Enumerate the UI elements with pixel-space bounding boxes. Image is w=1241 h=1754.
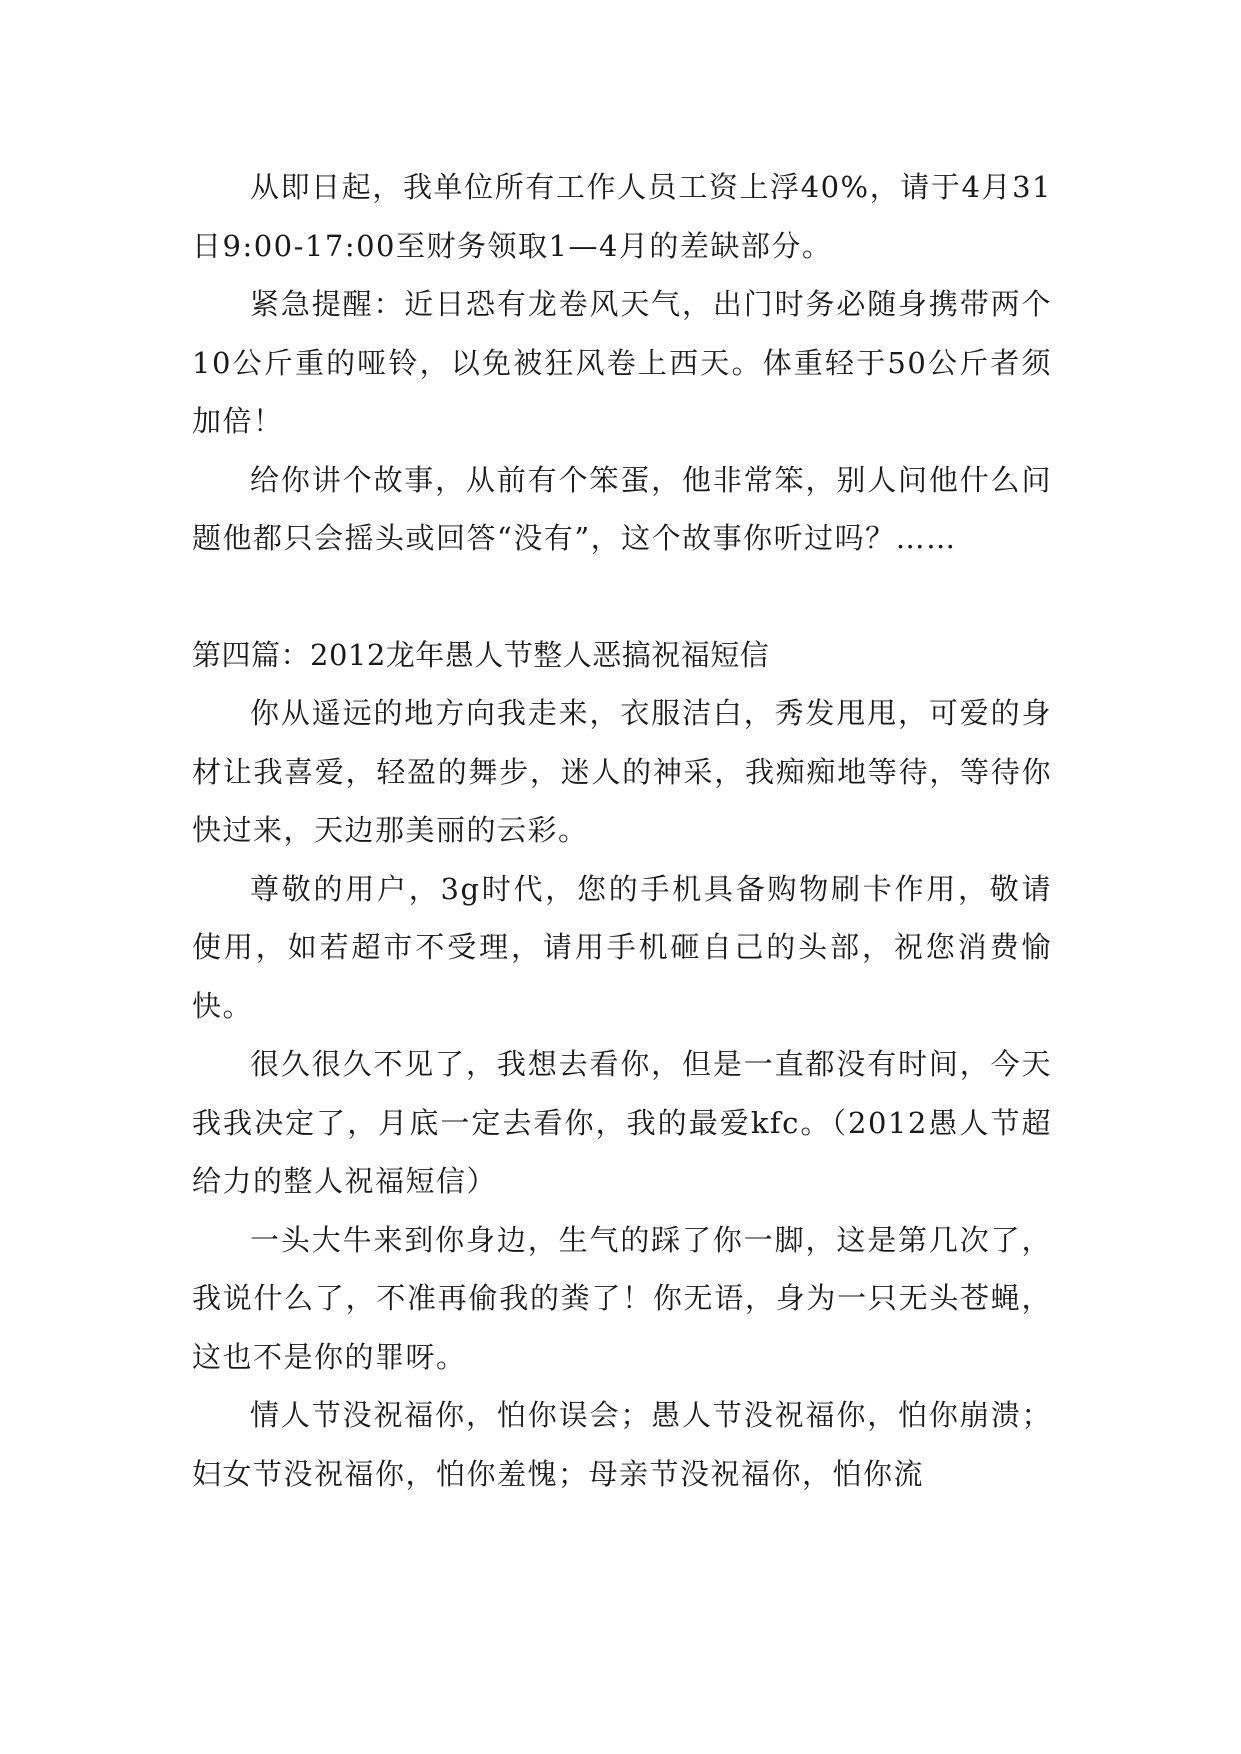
- paragraph-cow: 一头大牛来到你身边，生气的踩了你一脚，这是第几次了，我说什么了，不准再偷我的粪了！你无语，身为一只无头苍蝇，这也不是你的罪呀。: [192, 1222, 1052, 1374]
- paragraph-kfc: 很久很久不见了，我想去看你，但是一直都没有时间，今天我我决定了，月底一定去看你，我的最爱kfc。（2012愚人节超给力的整人祝福短信）: [192, 1047, 1052, 1198]
- paragraph-phone-user: 尊敬的用户，3g时代，您的手机具备购物刷卡作用，敬请使用，如若超市不受理，请用手机砸自己的头部，祝您消费愉快。: [192, 871, 1052, 1023]
- paragraph-salary-notice: 从即日起，我单位所有工作人员工资上浮40%，请于4月31日9:00-17:00至财务领取1—4月的差缺部分。: [192, 170, 1052, 263]
- document-body: [192, 158, 1052, 1503]
- paragraph-holidays: 情人节没祝福你，怕你误会；愚人节没祝福你，怕你崩溃；妇女节没祝福你，怕你羞愧；母亲节没祝福你，怕你流: [192, 1398, 1052, 1491]
- paragraph-cloud: 你从遥远的地方向我走来，衣服洁白，秀发甩甩，可爱的身材让我喜爱，轻盈的舞步，迷人的神采，我痴痴地等待，等待你快过来，天边那美丽的云彩。: [192, 696, 1052, 847]
- section-heading: 第四篇：2012龙年愚人节整人恶搞祝福短信: [192, 637, 770, 672]
- paragraph-story: 给你讲个故事，从前有个笨蛋，他非常笨，别人问他什么问题他都只会摇头或回答“没有”，这个故事你听过吗？……: [192, 462, 1052, 555]
- paragraph-tornado-warning: 紧急提醒：近日恐有龙卷风天气，出门时务必随身携带两个10公斤重的哑铃，以免被狂风卷上西天。体重轻于50公斤者须加倍！: [192, 287, 1052, 438]
